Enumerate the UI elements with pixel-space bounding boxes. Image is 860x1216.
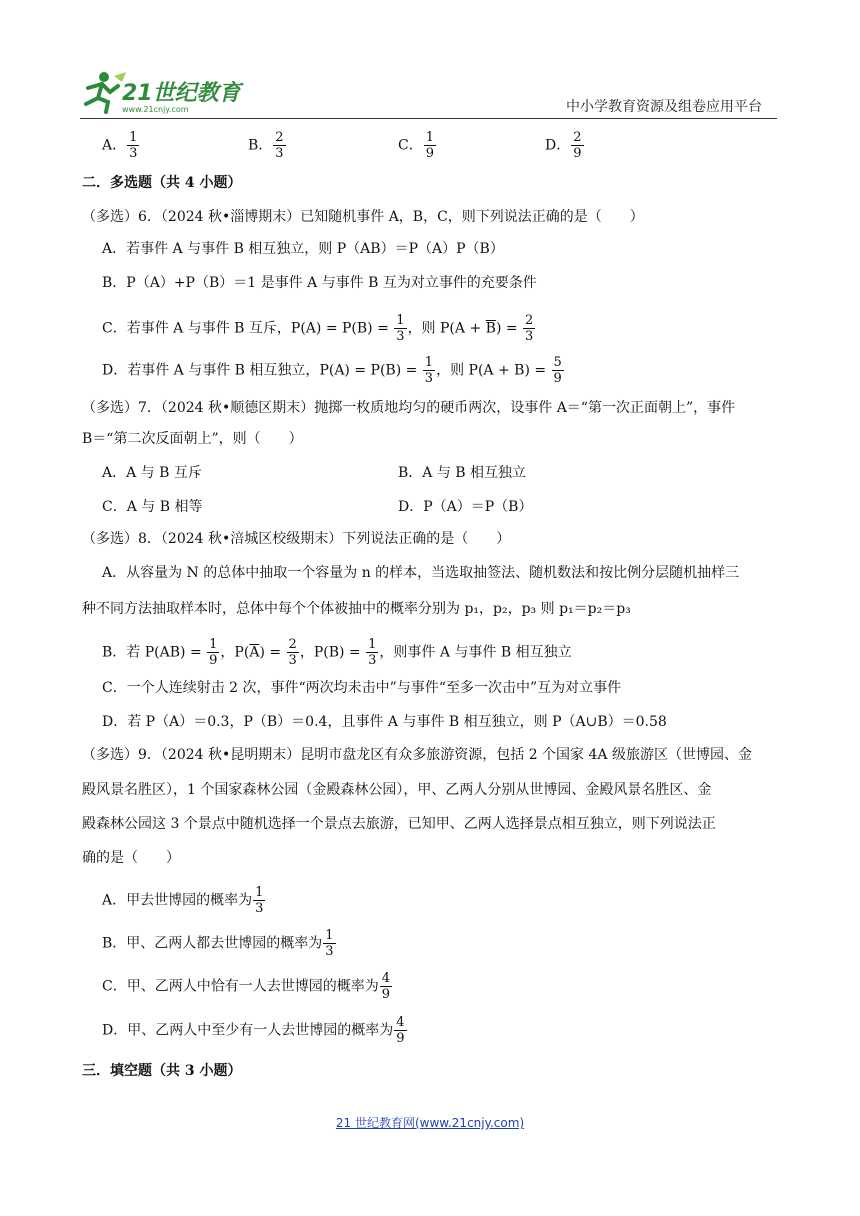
q9-stem-line2: 殿风景名胜区），1 个国家森林公园（金殿森林公园），甲、乙两人分别从世博园、金殿风景名胜区、金 [82,782,712,798]
q7-option-a: A．A 与 B 互斥 [102,465,202,481]
q7-option-c: C．A 与 B 相等 [102,499,203,515]
q6-stem: （多选）6．（2024 秋•淄博期末）已知随机事件 A，B，C，则下列说法正确的是（ ） [82,209,644,225]
q5-option-d: D． $\frac{2}{9}$ [545,130,582,161]
q7-option-d: D．P（A）＝P（B） [398,499,533,515]
q5-option-a: A． $\frac{1}{3}$ [102,130,138,161]
q9-option-d: D．甲、乙两人中至少有一人去世博园的概率为 $\frac{4}{9}$ [102,1015,405,1046]
q9-option-a: A．甲去世博园的概率为 $\frac{1}{3}$ [102,885,264,916]
q9-option-b: B．甲、乙两人都去世博园的概率为 $\frac{1}{3}$ [102,928,334,959]
q6-option-b: B．P（A）+P（B）＝1 是事件 A 与事件 B 互为对立事件的充要条件 [102,275,537,291]
q7-option-b: B．A 与 B 相互独立 [398,465,527,481]
section-title-multi-choice: 二．多选题（共 4 小题） [82,175,242,191]
q8-option-b: B．若 P(AB) = $\frac{1}{9}$ ，$P(\overline{A})$ = $\frac{2}{3}$ ，P(B) = $\frac{1}{3}$ ，则事件 A 与事件 B 相互独立 [102,637,572,668]
q8-stem: （多选）8．（2024 秋•涪城区校级期末）下列说法正确的是（ ） [82,531,511,547]
q5-option-c: C． $\frac{1}{9}$ [398,130,434,161]
q8-option-a-line2: 种不同方法抽取样本时，总体中每个个体被抽中的概率分别为 p₁，p₂，p₃ 则 p₁＝p₂＝p₃ [82,601,631,617]
q6-option-a: A．若事件 A 与事件 B 相互独立，则 P（AB）＝P（A）P（B） [102,241,504,257]
q9-stem-line3: 殿森林公园这 3 个景点中随机选择一个景点去旅游，已知甲、乙两人选择景点相互独立，则下列说法正 [82,816,716,832]
platform-name: 中小学教育资源及组卷应用平台 [566,99,762,115]
q8-option-d: D．若 P（A）＝0.3，P（B）＝0.4，且事件 A 与事件 B 相互独立，则 P（A∪B）＝0.58 [102,714,667,730]
q6-option-d: D．若事件 A 与事件 B 相互独立，P(A) = P(B) = $\frac{1}{3}$ ，则 P(A + B) = $\frac{5}{9}$ [102,355,562,386]
q7-stem-line2: B＝“第二次反面朝上”，则（ ） [82,431,303,447]
q6-option-c: C．若事件 A 与事件 B 互斥，P(A) = P(B) = $\frac{1}{3}$ ，则 $P(A + \overline{B})$ = $\frac{2}{3}$ [102,313,534,344]
q9-stem-line4: 确的是（ ） [82,850,180,866]
q8-option-c: C．一个人连续射击 2 次，事件“两次均未击中”与事件“至多一次击中”互为对立事件 [102,680,622,696]
q8-option-a-line1: A．从容量为 N 的总体中抽取一个容量为 n 的样本，当选取抽签法、随机数法和按比例分层随机抽样三 [102,565,740,581]
footer-link[interactable]: 21 世纪教育网(www.21cnjy.com) [335,1116,525,1130]
svg-text:www.21cnjy.com: www.21cnjy.com [122,105,189,114]
svg-text:21世纪教育: 21世纪教育 [122,81,241,106]
q7-stem-line1: （多选）7．（2024 秋•顺德区期末）抛掷一枚质地均匀的硬币两次，设事件 A＝“第一次正面朝上”，事件 [82,400,736,416]
q9-option-c: C．甲、乙两人中恰有一人去世博园的概率为 $\frac{4}{9}$ [102,971,390,1002]
section-title-fill-blank: 三．填空题（共 3 小题） [82,1063,242,1079]
q5-option-b: B． $\frac{2}{3}$ [248,130,284,161]
q9-stem-line1: （多选）9．（2024 秋•昆明期末）昆明市盘龙区有众多旅游资源，包括 2 个国家 4A 级旅游区（世博园、金 [82,747,752,763]
